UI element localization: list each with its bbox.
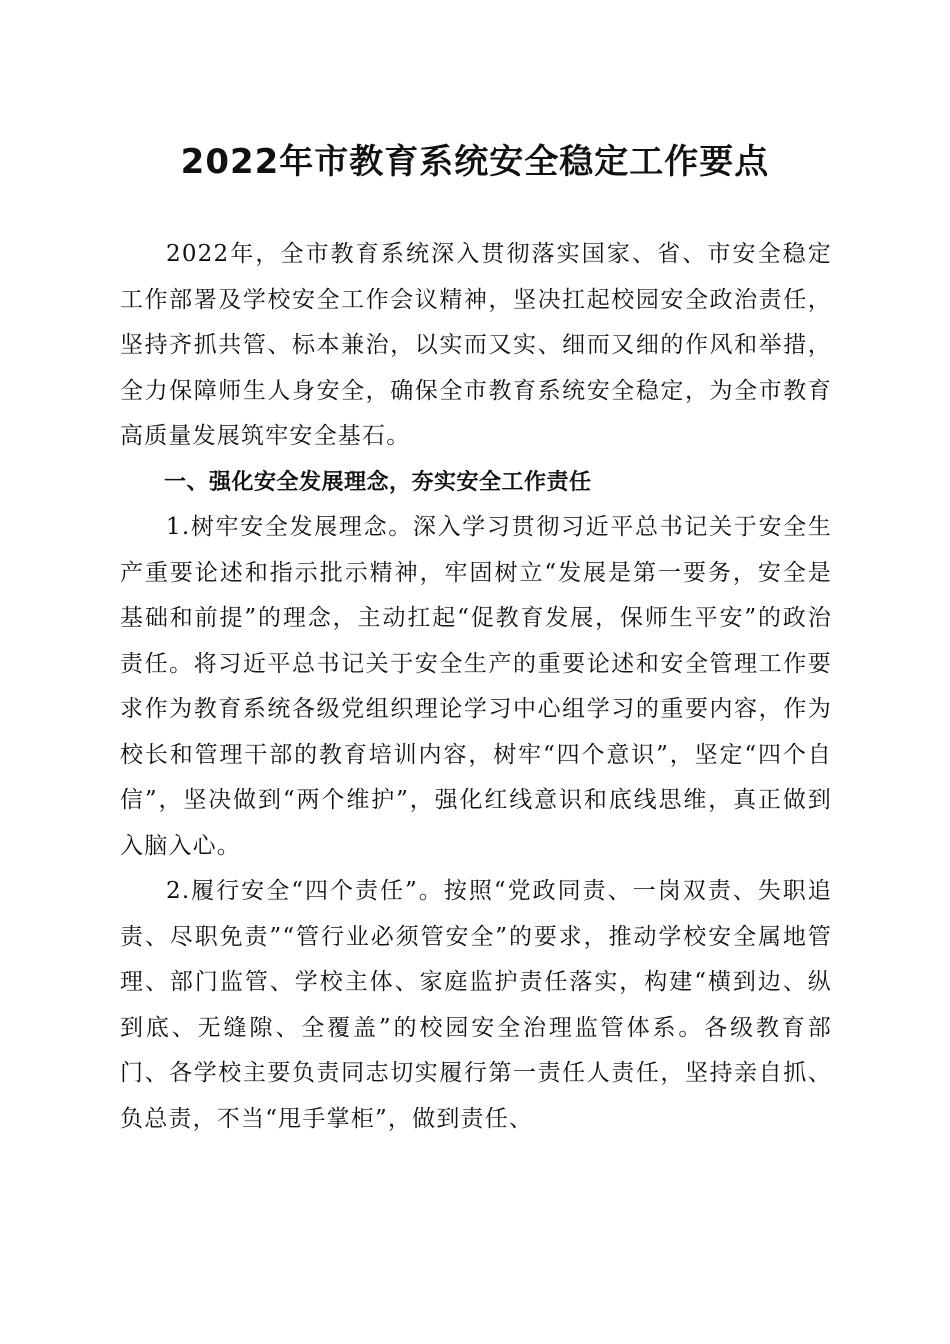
section-1-heading: 一、强化安全发展理念，夯实安全工作责任 <box>164 469 592 495</box>
section-1-item-1-paragraph: 1.树牢安全发展理念。深入学习贯彻习近平总书记关于安全生产重要论述和指示批示精神，牢固树立“发展是第一要务，安全是基础和前提”的理念，主动扛起“促教育发展，保师生平安”的政治责任。将习近平总书记关于安全生产的重要论述和安全管理工作要求作为教育系统各级党组织理论学习中心组学习的重要内容，作为校长和管理干部的教育培训内容，树牢“四个意识”，坚定“四个自信”，坚决做到“两个维护”，强化红线意识和底线思维，真正做到入脑入心。 <box>120 514 832 859</box>
document-title: 2022年市教育系统安全稳定工作要点 <box>180 142 770 182</box>
document-body <box>120 232 832 1142</box>
section-1-item-2-paragraph: 2.履行安全“四个责任”。按照“党政同责、一岗双责、失职追责、尽职免责”“管行业必须管安全”的要求，推动学校安全属地管理、部门监管、学校主体、家庭监护责任落实，构建“横到边、纵到底、无缝隙、全覆盖”的校园安全治理监管体系。各级教育部门、各学校主要负责同志切实履行第一责任人责任，坚持亲自抓、负总责，不当“甩手掌柜”，做到责任、 <box>120 878 832 1132</box>
intro-paragraph: 2022年，全市教育系统深入贯彻落实国家、省、市安全稳定工作部署及学校安全工作会议精神，坚决扛起校园安全政治责任，坚持齐抓共管、标本兼治，以实而又实、细而又细的作风和举措，全力保障师生人身安全，确保全市教育系统安全稳定，为全市教育高质量发展筑牢安全基石。 <box>120 241 832 449</box>
